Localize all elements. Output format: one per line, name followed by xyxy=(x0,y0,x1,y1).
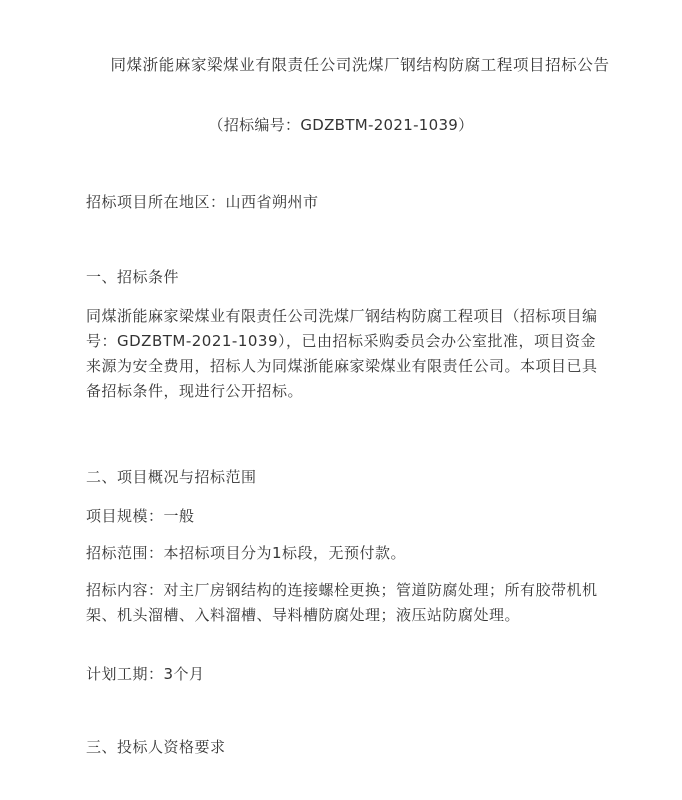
document-title: 同煤浙能麻家梁煤业有限责任公司洗煤厂钢结构防腐工程项目招标公告 xyxy=(110,56,610,74)
section-heading-project-overview: 二、项目概况与招标范围 xyxy=(86,468,257,486)
section-heading-bidder-qualifications: 三、投标人资格要求 xyxy=(86,738,226,756)
tender-number: （招标编号：GDZBTM-2021-1039） xyxy=(208,116,474,134)
project-location: 招标项目所在地区：山西省朔州市 xyxy=(86,193,319,211)
section-heading-tender-conditions: 一、招标条件 xyxy=(86,268,180,286)
project-scale: 项目规模：一般 xyxy=(86,507,195,525)
planned-duration: 计划工期：3个月 xyxy=(86,665,205,683)
tender-conditions-paragraph: 同煤浙能麻家梁煤业有限责任公司洗煤厂钢结构防腐工程项目（招标项目编号：GDZBTM-2021-1039），已由招标采购委员会办公室批准，项目资金来源为安全费用，招标人为同煤浙能麻家梁煤业有限责任公司。本项目已具备招标条件，现进行公开招标。 xyxy=(86,307,598,400)
tender-scope: 招标范围：本招标项目分为1标段，无预付款。 xyxy=(86,544,407,562)
tender-content: 招标内容：对主厂房钢结构的连接螺栓更换；管道防腐处理；所有胶带机机架、机头溜槽、入料溜槽、导料槽防腐处理；液压站防腐处理。 xyxy=(86,581,598,624)
